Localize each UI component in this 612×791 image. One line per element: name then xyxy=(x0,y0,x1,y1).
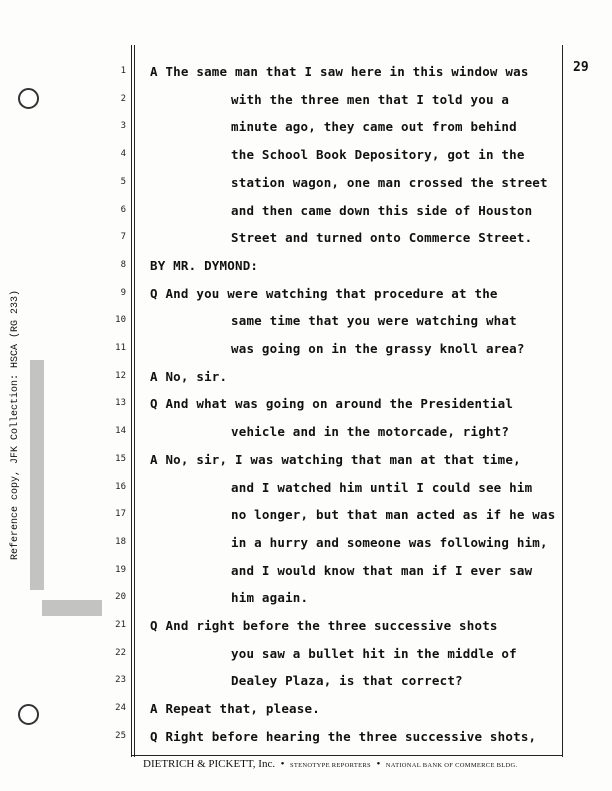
line-number: 24 xyxy=(115,703,126,714)
line-number: 5 xyxy=(120,176,126,187)
bottom-rule xyxy=(131,755,563,756)
transcript-line: and I would know that man if I ever saw xyxy=(231,562,533,578)
transcript-line: A No, sir, I was watching that man at that time, xyxy=(150,451,521,467)
line-number: 4 xyxy=(120,149,126,160)
line-number: 7 xyxy=(120,232,126,243)
line-number: 12 xyxy=(115,370,126,381)
line-number: 18 xyxy=(115,536,126,547)
transcript-line: Street and turned onto Commerce Street. xyxy=(231,230,533,246)
line-number: 21 xyxy=(115,620,126,630)
transcript-line: Q Right before hearing the three successive shots, xyxy=(150,728,537,744)
line-number: 2 xyxy=(120,93,126,104)
line-number: 22 xyxy=(115,647,126,658)
line-number: 16 xyxy=(115,481,126,492)
transcript-line: him again. xyxy=(231,590,309,606)
left-margin-rule xyxy=(131,45,132,757)
archive-stamp: Reference copy, JFK Collection: HSCA (RG 233) xyxy=(10,289,21,560)
transcript-line: A The same man that I saw here in this window was xyxy=(150,64,529,79)
page-number: 29 xyxy=(573,60,589,75)
transcript-line: vehicle and in the motorcade, right? xyxy=(231,424,510,440)
transcript-line: station wagon, one man crossed the street xyxy=(231,174,548,190)
transcript-line: in a hurry and someone was following him, xyxy=(231,534,548,550)
line-number: 11 xyxy=(115,343,126,353)
reporter-footer xyxy=(143,758,517,770)
firm-address: NATIONAL BANK OF COMMERCE BLDG. xyxy=(385,762,518,769)
transcript-line: Q And right before the three successive shots xyxy=(150,618,498,633)
binding-shadow xyxy=(30,360,44,590)
transcript-line: the School Book Depository, got in the xyxy=(231,147,525,163)
punch-hole-bottom xyxy=(18,704,39,725)
line-number: 15 xyxy=(115,453,126,464)
line-number: 8 xyxy=(120,259,126,270)
line-number: 10 xyxy=(115,315,126,326)
line-number: 25 xyxy=(115,730,126,741)
transcript-line: A Repeat that, please. xyxy=(150,701,320,717)
line-number: 17 xyxy=(115,509,126,520)
line-number: 20 xyxy=(115,592,126,603)
transcript-line: no longer, but that man acted as if he was xyxy=(231,507,556,523)
transcript-line: and then came down this side of Houston xyxy=(231,202,533,218)
binding-shadow-lower xyxy=(42,600,102,616)
right-margin-rule xyxy=(562,45,563,757)
line-number: 9 xyxy=(120,287,126,298)
transcript-line: BY MR. DYMOND: xyxy=(150,257,259,273)
transcript-line: Q And what was going on around the Presidential xyxy=(150,396,514,412)
transcript-line: minute ago, they came out from behind xyxy=(231,119,517,135)
transcript-line: Q And you were watching that procedure at the xyxy=(150,285,498,301)
transcript-line: and I watched him until I could see him xyxy=(231,479,533,495)
line-number: 6 xyxy=(120,204,126,215)
punch-hole-top xyxy=(18,88,39,109)
transcript-line: Dealey Plaza, is that correct? xyxy=(231,673,463,689)
line-number: 23 xyxy=(115,675,126,686)
line-number: 3 xyxy=(120,121,126,132)
firm-services: STENOTYPE REPORTERS xyxy=(289,762,371,769)
line-number: 1 xyxy=(120,66,126,76)
line-number: 14 xyxy=(115,426,126,437)
footer-bullet-1: • xyxy=(280,758,285,770)
transcript-line: A No, sir. xyxy=(150,368,228,384)
footer-bullet-2: • xyxy=(376,758,381,770)
transcript-line: with the three men that I told you a xyxy=(231,91,510,107)
firm-name: DIETRICH & PICKETT, Inc. xyxy=(143,758,276,770)
line-number: 19 xyxy=(115,564,126,575)
transcript-line: you saw a bullet hit in the middle of xyxy=(231,645,517,661)
transcript-line: same time that you were watching what xyxy=(231,313,517,329)
left-margin-rule-inner xyxy=(134,45,135,757)
line-number: 13 xyxy=(115,398,126,409)
transcript-line: was going on in the grassy knoll area? xyxy=(231,341,525,356)
